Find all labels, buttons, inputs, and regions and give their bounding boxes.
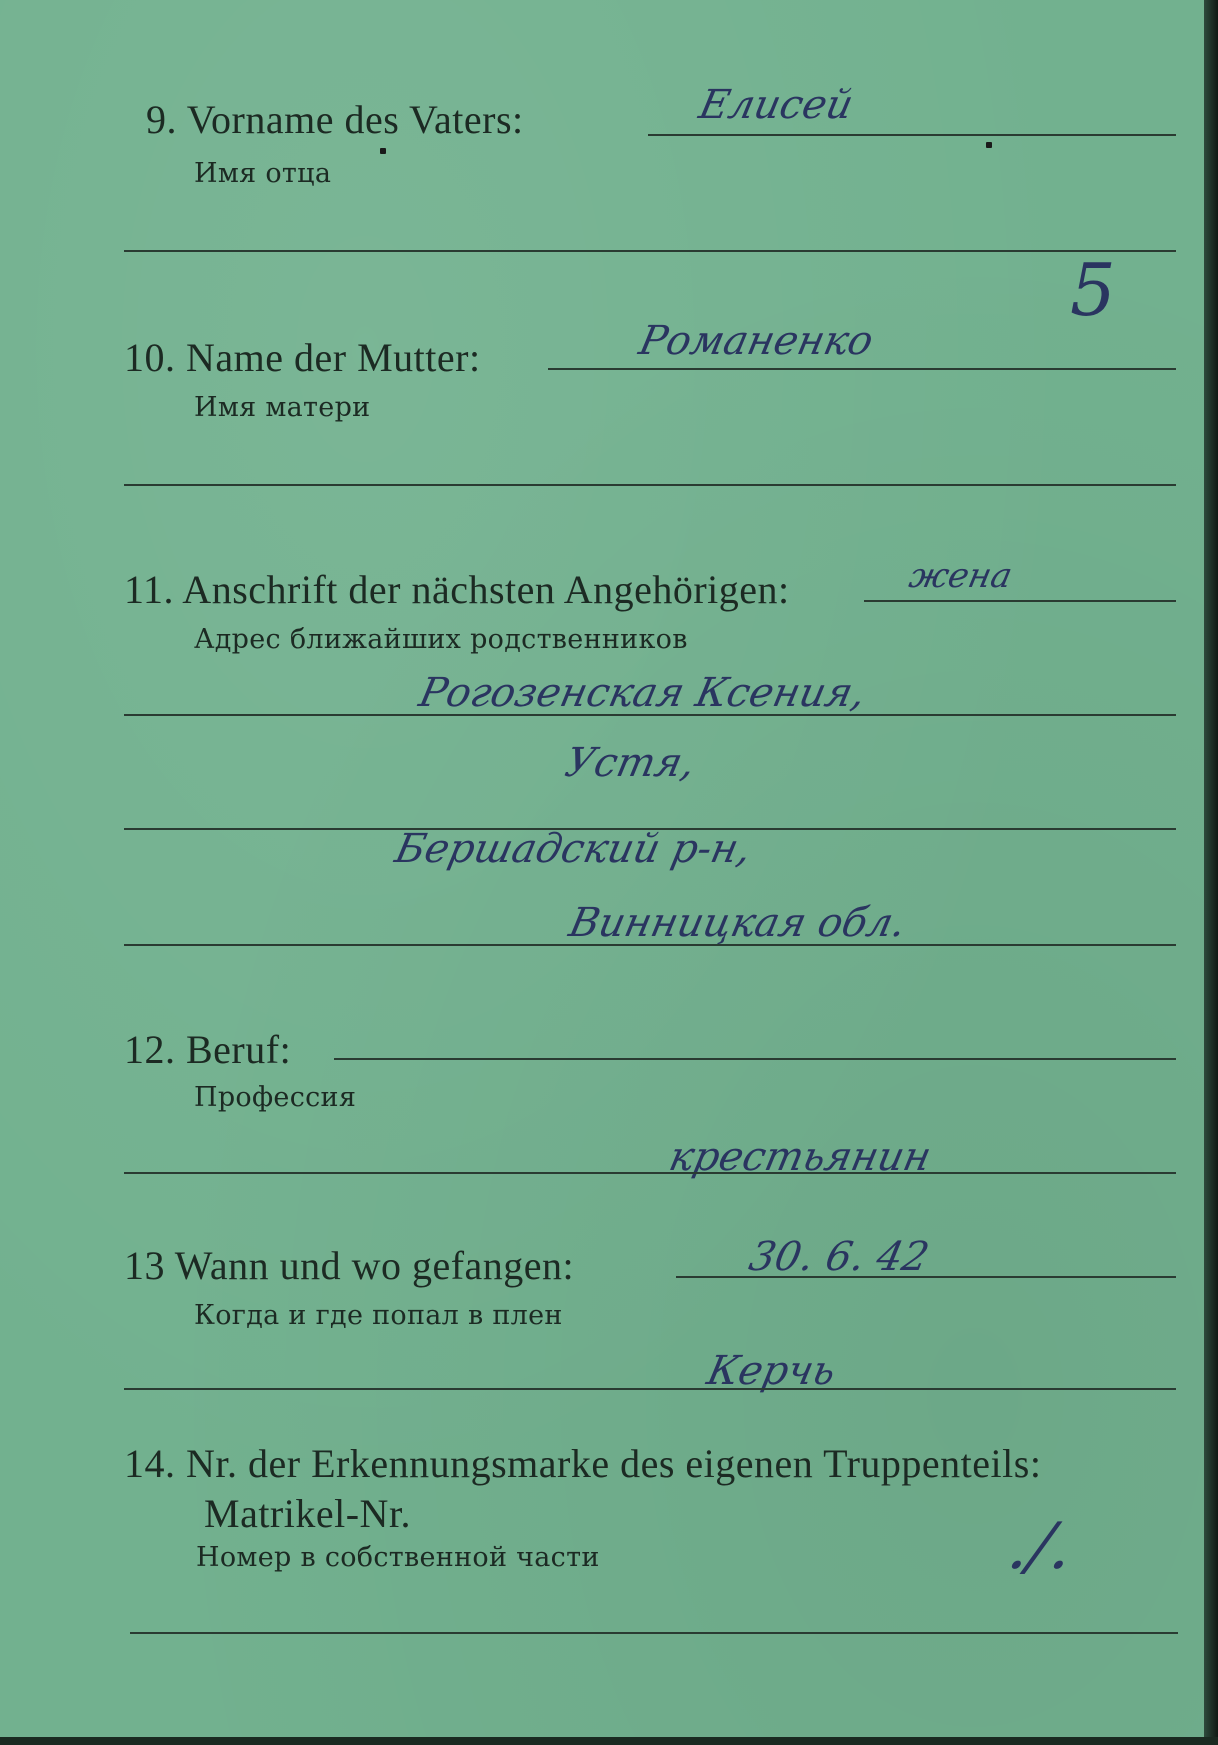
profession-second-line bbox=[124, 1172, 1176, 1174]
card-right-edge bbox=[1204, 0, 1218, 1745]
mother-name-label-ru: Имя матери bbox=[194, 392, 371, 423]
mother-name-second-line bbox=[124, 484, 1176, 486]
address-rule-3 bbox=[124, 944, 1176, 946]
next-of-kin-line bbox=[864, 600, 1176, 602]
punch-mark bbox=[380, 148, 386, 154]
father-name-label-ru: Имя отца bbox=[194, 158, 332, 189]
id-tag-line bbox=[130, 1632, 1178, 1634]
address-rule-1 bbox=[124, 714, 1176, 716]
capture-place: Керчь bbox=[703, 1348, 840, 1394]
id-tag-label-2: Matrikel-Nr. bbox=[204, 1491, 412, 1536]
capture-second-line bbox=[124, 1388, 1176, 1390]
next-of-kin-relation: жена bbox=[905, 556, 1016, 596]
profession-label: 12. Beruf: bbox=[124, 1027, 292, 1072]
capture-label-ru: Когда и где попал в плен bbox=[194, 1300, 563, 1331]
id-tag-value: ./. bbox=[1002, 1510, 1081, 1584]
next-of-kin-label: 11. Anschrift der nächsten Angehörigen: bbox=[124, 567, 790, 612]
id-tag-label-ru: Номер в собственной части bbox=[196, 1542, 600, 1573]
father-name-line bbox=[648, 134, 1176, 136]
id-tag-label: 14. Nr. der Erkennungsmarke des eigenen Truppenteils: bbox=[124, 1441, 1042, 1486]
address-line-1: Рогозенская Ксения, bbox=[415, 670, 870, 716]
father-name-second-line bbox=[124, 250, 1176, 252]
father-name-value: Елисей bbox=[695, 82, 858, 128]
father-name-label: 9. Vorname des Vaters: bbox=[146, 97, 524, 142]
mother-name-value: Романенко bbox=[635, 318, 878, 364]
address-line-3: Бершадский р-н, bbox=[391, 826, 756, 872]
capture-label: 13 Wann und wo gefangen: bbox=[124, 1243, 575, 1288]
punch-mark bbox=[986, 142, 992, 148]
address-line-4: Винницкая обл. bbox=[565, 900, 911, 946]
mother-name-label: 10. Name der Mutter: bbox=[124, 335, 481, 380]
margin-number: 5 bbox=[1070, 248, 1116, 332]
capture-date: 30. 6. 42 bbox=[745, 1234, 933, 1280]
mother-name-line bbox=[548, 368, 1176, 370]
next-of-kin-label-ru: Адрес ближайших родственников bbox=[194, 624, 688, 655]
card-bottom-edge bbox=[0, 1737, 1218, 1745]
profession-line bbox=[334, 1058, 1176, 1060]
address-line-2: Устя, bbox=[561, 740, 700, 786]
profession-value: крестьянин bbox=[665, 1134, 936, 1180]
profession-label-ru: Профессия bbox=[194, 1082, 357, 1113]
